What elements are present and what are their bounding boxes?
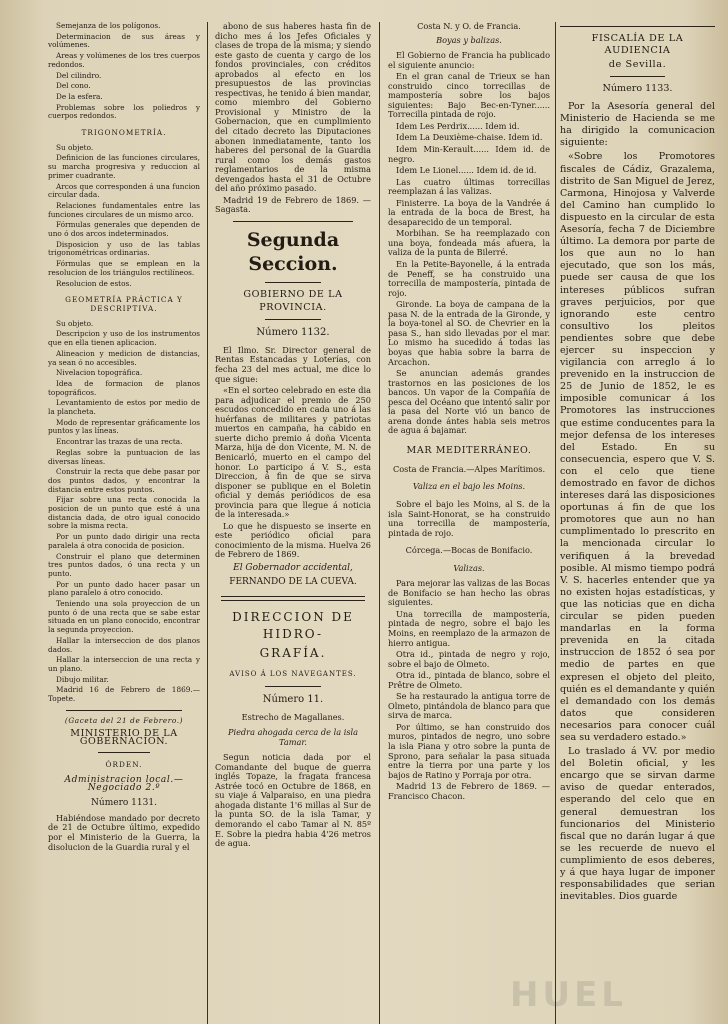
paragraph: Idem Les Perdrix...... Idem id. xyxy=(396,120,520,131)
paragraph: Su objeto. xyxy=(56,142,94,152)
separator xyxy=(265,282,321,283)
paragraph: Por un punto dado dirigir una recta paralela á otra conocida de posicion. xyxy=(48,532,200,550)
separator xyxy=(560,26,715,27)
signature-name: FERNANDO DE LA CUEVA. xyxy=(229,576,357,587)
paragraph: Reglas sobre la puntuacion de las diversas líneas. xyxy=(48,447,200,466)
column-4 xyxy=(560,22,715,1024)
column-3 xyxy=(388,22,550,1024)
paragraph: Otra id., pintada de blanco, sobre el Prêtre de Olmeto. xyxy=(388,670,550,690)
section-heading: MAR MEDITERRÁNEO. xyxy=(406,444,532,456)
paragraph: El Gobierno de Francia ha publicado el siguiente anuncio: xyxy=(388,50,550,70)
section-heading: GEOMETRÍA PRÁCTICA Y DESCRIPTIVA. xyxy=(65,295,183,313)
section-title: Segunda Seccion. xyxy=(246,228,340,275)
separator xyxy=(221,596,365,601)
gazette-reference: (Gaceta del 21 de Febrero.) xyxy=(64,715,184,725)
separator xyxy=(610,76,665,77)
paragraph: Fórmulas que se emplean en la resolucion de los triángulos rectilíneos. xyxy=(48,259,200,277)
section-heading: GRAFÍA. xyxy=(259,645,327,660)
separator xyxy=(265,686,321,687)
paragraph: Idea de formacion de planos topográficos. xyxy=(48,378,200,397)
subheading: Costa de Francia.—Alpes Marítimos. xyxy=(392,463,546,474)
paragraph: Del cilindro. xyxy=(56,70,102,80)
separator xyxy=(66,710,182,711)
column-1 xyxy=(48,22,200,1024)
paragraph: Idem Min-Kerault...... Idem id. de negro. xyxy=(388,144,550,164)
subheading: Córcega.—Bocas de Bonifacio. xyxy=(405,545,533,556)
paragraph: Resolucion de estos. xyxy=(56,278,132,288)
paragraph: Areas y volúmenes de los tres cuerpos redondos. xyxy=(48,51,200,69)
paragraph: Su objeto. xyxy=(56,318,94,328)
paragraph: Gironde. La boya de campana de la pasa N. de la entrada de la Gironde, y la boya-tonel al SO. de Chevrier en la pasa S., han sido llevadas por el mar. Lo mismo ha sucedido á todas las boyas que habia sobre la barra de Arcachon. xyxy=(388,299,550,367)
column-2 xyxy=(215,22,371,1024)
separator xyxy=(98,752,150,753)
subheading: Administracion local.—Negociado 2.º xyxy=(64,774,184,794)
document-number: Número 1131. xyxy=(91,798,157,809)
paragraph: Disposicion y uso de las tablas trigonométricas ordinarias. xyxy=(48,239,200,258)
subheading: AVISO Á LOS NAVEGANTES. xyxy=(229,669,357,678)
paragraph: Construir el plano que determinen tres puntos dados, ó una recta y un punto. xyxy=(48,551,200,578)
paragraph: Las cuatro últimas torrecillas reemplazan á las valizas. xyxy=(388,176,550,197)
subheading: Valiza en el bajo les Moins. xyxy=(412,481,526,492)
paragraph: abono de sus haberes hasta fin de dicho mes á los Jefes Oficiales y clases de tropa de la misma; y siendo este gasto de cuenta y cargo de los fondos provinciales, con créditos aprobados al efecto en los presupuestos de las provincias respectivas, he tenido á bien mandar, como miembro del Gobierno Provisional y Ministro de la Gobernacion, que en cumplimiento del citado decreto las Diputaciones abonen inmediatamente, tanto los haberes del personal de la Guardia rural como los demás gastos reglamentarios de la misma devengados hasta el 31 de Octubre del año próximo pasado. xyxy=(215,22,371,194)
paragraph: Morbihan. Se ha reemplazado con una boya, fondeada más afuera, la valiza de la punta de Bilerré. xyxy=(388,228,550,258)
subheading: Estrecho de Magallanes. xyxy=(241,711,345,722)
column-rule xyxy=(379,22,380,1024)
library-watermark: HUEL xyxy=(510,975,627,1015)
paragraph: Por la Asesoría general del Ministerio de Hacienda se me ha dirigido la comunicacion siguiente: xyxy=(560,101,715,149)
section-heading: Costa N. y O. de Francia. xyxy=(417,22,521,31)
paragraph: Relaciones fundamentales entre las funciones circulares de un mismo arco. xyxy=(48,200,200,219)
paragraph: Hallar la interseccion de una recta y un plano. xyxy=(48,655,200,673)
paragraph: En la Petite-Bayonelle, á la entrada de Peneff, se ha construido una torrecilla de mampostería, pintada de rojo. xyxy=(388,259,550,298)
paragraph: Habiéndose mandado por decreto de 21 de Octubre último, expedido por el Ministerio de la Guerra, la disolucion de la Guardia rural y el xyxy=(48,812,200,852)
separator xyxy=(265,319,321,320)
paragraph: Levantamiento de estos por medio de la plancheta. xyxy=(48,398,200,417)
section-heading: de Sevilla. xyxy=(608,59,667,70)
paragraph: Alineacion y medicion de distancias, ya sean ó no accesibles. xyxy=(48,348,200,367)
column-rule xyxy=(555,22,556,1024)
paragraph: Modo de representar gráficamente los puntos y las líneas. xyxy=(48,417,200,436)
signature-line: Madrid 19 de Febrero de 1869. —Sagasta. xyxy=(215,194,371,215)
paragraph: De la esfera. xyxy=(56,91,103,101)
paragraph: Definicion de las funciones circulares, su marcha progresiva y reduccion al primer cuadrante. xyxy=(48,153,200,180)
paragraph: Segun noticia dada por el Comandante del buque de guerra inglés Topaze, la fragata francesa Astrée tocó en Octubre de 1868, en su viaje á Valparaiso, en una piedra ahogada distante 1'6 millas al Sur de la punta SO. de la isla Tamar, y demorando el cabo Tamar al N. 85º E. Sobre la piedra habia 4'26 metros de agua. xyxy=(215,752,371,849)
paragraph: Sobre el bajo les Moins, al S. de la isla Saint-Honorat, se ha construido una torrecilla de mampostería, pintada de rojo. xyxy=(388,498,550,538)
paragraph: Encontrar las trazas de una recta. xyxy=(56,437,183,447)
paragraph: El Ilmo. Sr. Director general de Rentas Estancadas y Loterías, con fecha 23 del mes actual, me dice lo que sigue: xyxy=(215,344,371,384)
paragraph: Descripcion y uso de los instrumentos que en ella tienen aplicacion. xyxy=(48,329,200,348)
document-number: Número 1133. xyxy=(602,83,673,94)
paragraph: Fijar sobre una recta conocida la posicion de un punto que esté á una distancia dada, de otro igual conocido sobre la misma recta. xyxy=(48,495,200,531)
column-rule xyxy=(207,22,208,1024)
subheading: Piedra ahogada cerca de la isla Tamar. xyxy=(227,727,359,747)
paragraph: Problemas sobre los poliedros y cuerpos redondos. xyxy=(48,102,200,121)
paragraph: Determinacion de sus áreas y volúmenes. xyxy=(48,31,200,50)
paragraph: Finisterre. La boya de la Vandrée á la entrada de la boca de Brest, ha desaparecido de un temporal. xyxy=(388,197,550,227)
signature-line: Madrid 13 de Febrero de 1869. —Francisco Chacon. xyxy=(388,781,550,801)
paragraph: Idem Le Lionel...... Idem id. de id. xyxy=(396,165,537,176)
paragraph: Del cono. xyxy=(56,81,91,91)
paragraph: Lo que he dispuesto se inserte en este periódico oficial para conocimiento de la misma. Huelva 26 de Febrero de 1869. xyxy=(215,520,371,560)
paragraph: Fórmulas generales que dependen de uno ó dos arcos indeterminados. xyxy=(48,220,200,239)
paragraph: Otra id., pintada de negro y rojo, sobre el bajo de Olmeto. xyxy=(388,649,550,669)
paragraph: Dibujo militar. xyxy=(56,674,109,684)
paragraph: Construir la recta que debe pasar por dos puntos dados, y encontrar la distancia entre estos puntos. xyxy=(48,467,200,494)
paragraph: Por último, se han construido dos muros, pintados de negro, uno sobre la isla Piana y otro sobre la punta de Sprono, para señalar la pasa situada entre la tierra por una parte y los bajos de Ratino y Porraja por otra. xyxy=(388,721,550,780)
paragraph: Para mejorar las valizas de las Bocas de Bonifacio se han hecho las obras siguientes. xyxy=(388,578,550,608)
subheading: Boyas y balizas. xyxy=(436,34,502,45)
paragraph: Hallar la interseccion de dos planos dados. xyxy=(48,635,200,654)
paragraph: Se anuncian además grandes trastornos en las posiciones de los bancos. Un vapor de la Compañía de pesca del Océano que intentó salir por la pasa del Norte vió un banco de arena donde ántes habia seis metros de agua á bajamar. xyxy=(388,368,550,436)
signature-title: El Gobernador accidental, xyxy=(233,562,353,573)
paragraph: Lo traslado á VV. por medio del Boletin oficial, y les encargo que se sirvan darme aviso de quedar enterados, esperando del celo que en general demuestran los funcionarios del Ministerio fiscal que no darán lugar á que se les recuerde de nuevo el cumplimiento de esos deberes, y á que haya lugar de imponer responsabilidades que serian inevitables. Dios guarde xyxy=(560,746,715,903)
paragraph: Nivelacion topográfica. xyxy=(56,368,143,378)
paragraph: Se ha restaurado la antigua torre de Olmeto, pintándola de blanco para que sirva de marca. xyxy=(388,691,550,721)
paragraph: Idem La Deuxième-chaise. Idem id. xyxy=(396,132,543,143)
paragraph: Una torrecilla de mampostería, pintada de negro, sobre el bajo les Moins, en reemplazo de la armazon de hierro antigua. xyxy=(388,608,550,648)
paragraph: «Sobre los Promotores fiscales de Cádiz, Grazalema, distrito de San Miguel de Jerez, Carmona, Hinojosa y Valverde del Camino han cumplido lo dispuesto en la circular de esta Asesoría, fecha 7 de Diciembre último. La demora por parte de los que aun no lo han ejecutado, que son los más, puede ser causa de que los intereses públicos sufran graves perjuicios, por que ignorando este centro consultivo los pleitos pendientes sobre que debe ejercer su inspeccion y vigilancia con arreglo á lo prevenido en la instruccion de 25 de Junio de 1852, le es imposible comunicar á los Promotores las instrucciones que estime conducentes para la mejor defensa de los intereses del Estado. En su consecuencia, espero que V. S. con el celo que tiene demostrado en favor de dichos intereses dará las disposiciones oportunas á fin de que los promotores que aun no han cumplimentado lo prescrito en la mencionada circular lo verifiquen á la brevedad posible. Al mismo tiempo podrá V. S. hacerles entender que ya no existen hojas estadísticas, y que las noticias que en dicha circular se piden pueden mandarlas en la forma prevenida en la citada instruccion de 1852 ó sea por medio de partes en que expresen el objeto del pleito, quién es el demandante y quién el demandado con los demás datos que consideren necesarios para conocer cuál sea su verdadero estado.» xyxy=(560,151,715,743)
subheading: Valizas. xyxy=(453,562,485,573)
paragraph: Semejanza de los polígonos. xyxy=(56,22,161,30)
document-number: Número 1132. xyxy=(256,326,330,338)
section-heading: TRIGONOMETRÍA. xyxy=(81,128,167,138)
section-heading: ÓRDEN. xyxy=(105,759,143,769)
ministry-heading: MINISTERIO DE LA GOBERNACION. xyxy=(70,727,178,748)
section-heading: GOBIERNO DE LA PROVINCIA. xyxy=(243,288,343,313)
separator xyxy=(233,221,353,222)
paragraph: Teniendo una sola proyeccion de un punto ó de una recta que se sabe estar situada en un plano conocido, encontrar la segunda proyeccion. xyxy=(48,599,200,635)
paragraph: En el gran canal de Trieux se han construido cinco torrecillas de mampostería sobre los bajos siguientes: Bajo Bec-en-Tyner...... Torrecilla pintada de rojo. xyxy=(388,71,550,120)
signature-line: Madrid 16 de Febrero de 1869.— Topete. xyxy=(48,685,200,704)
paragraph: Arcos que corresponden á una funcion circular dada. xyxy=(48,181,200,200)
paragraph: «En el sorteo celebrado en este dia para adjudicar el premio de 250 escudos concedido en cada uno á las huérfanas de militares y patriotas muertos en campaña, ha cabido en suerte dicho premio á doña Vicenta Marza, hija de don Vicente, M. N. de Benicarló, muerto en el campo del honor. Lo participo á V. S., esta Direccion, á fin de que se sirva disponer se publique en el Boletin oficial y demás periódicos de esa provincia para que llegue á noticia de la interesada.» xyxy=(215,385,371,520)
document-number: Número 11. xyxy=(262,693,324,705)
section-heading: DIRECCION DE HIDRO- xyxy=(232,609,354,641)
paragraph: Por un punto dado hacer pasar un plano paralelo á otro conocido. xyxy=(48,579,200,598)
section-heading: FISCALÍA DE LA AUDIENCIA xyxy=(591,33,684,56)
